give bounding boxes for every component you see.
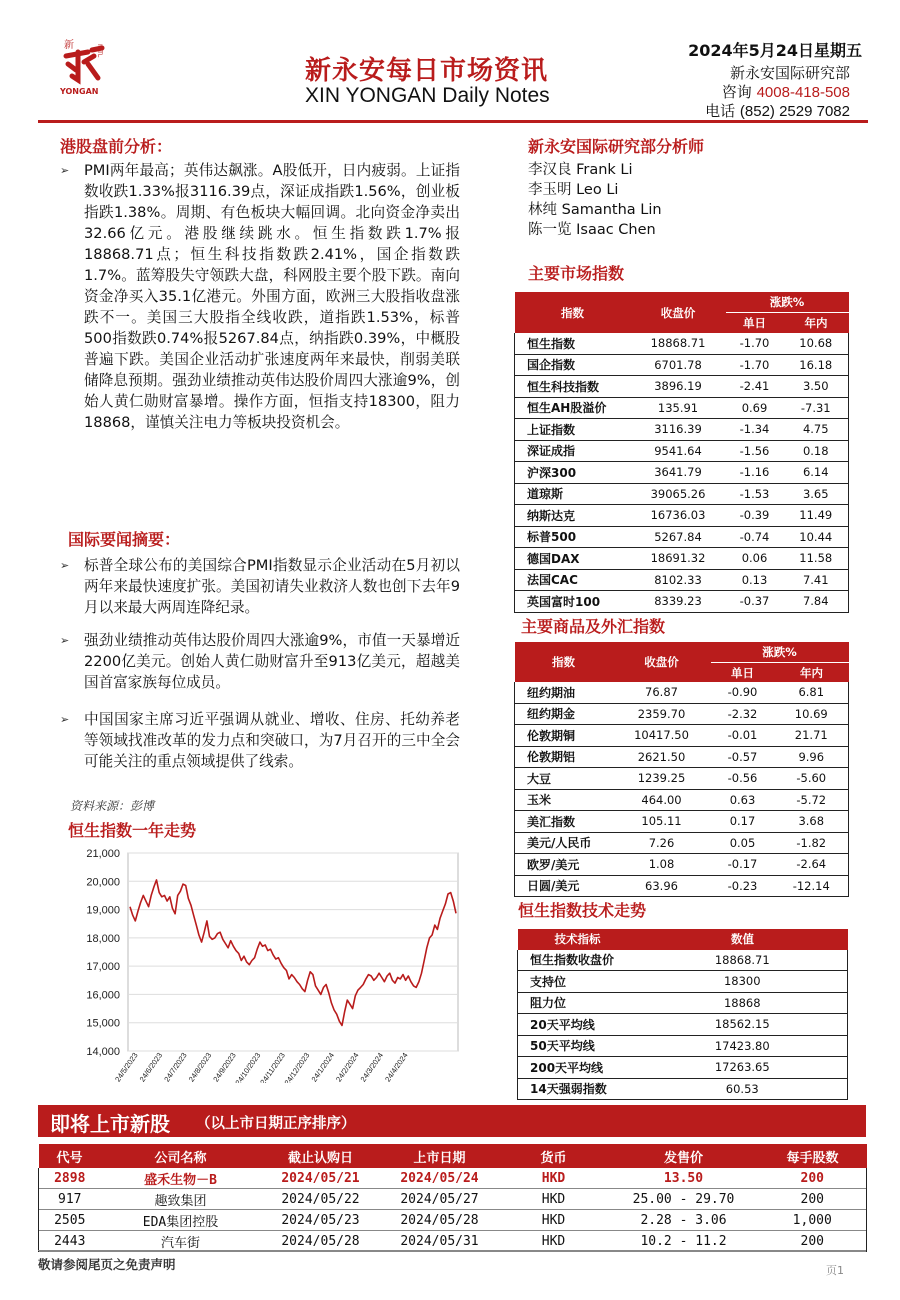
table-cell-name: 纽约期金 (515, 703, 613, 725)
market-indices-table (514, 292, 849, 613)
table-cell-name: 纳斯达克 (515, 505, 631, 527)
hk-analysis-paragraph (60, 160, 460, 433)
table-cell-name: 美汇指数 (515, 811, 613, 833)
ipo-cell: 200 (759, 1231, 867, 1252)
logo-char: 新 (64, 40, 74, 51)
table-cell-day: -1.70 (739, 336, 770, 351)
analyst-name: 李玉明 Leo Li (528, 182, 619, 198)
table-cell-name: 恒生AH股溢价 (515, 397, 631, 419)
table-cell-close: 464.00 (641, 792, 682, 807)
table-row (515, 591, 849, 613)
x-tick-label: 24/8/2023 (186, 1050, 214, 1083)
table-cell-close: 6701.78 (654, 357, 702, 372)
table-cell-name: 50天平均线 (518, 1035, 638, 1057)
table-cell-close: 18868.71 (650, 336, 706, 351)
table-cell-name: 伦敦期铝 (515, 746, 613, 768)
news-item-text: 中国国家主席习近平强调从就业、增收、住房、托幼养老等领域找准改革的发力点和突破口，为7月召开的三中全会可能关注的重点领域提供了线索。 (84, 711, 460, 770)
table-cell-ytd: 11.49 (784, 505, 849, 527)
ipo-cell: 盛禾生物－B (144, 1172, 217, 1188)
commodities-table (514, 642, 849, 897)
news-item-text: 强劲业绩推动英伟达股价周四大涨逾9%，市值一天暴增近2200亿美元。创始人黄仁勋财富升至913亿美元，超越美国首富家族每位成员。 (84, 632, 460, 691)
table-row (518, 992, 848, 1014)
table-cell-ytd: -7.31 (784, 397, 849, 419)
table-cell-day: 0.05 (729, 835, 756, 850)
table-cell-close: 3896.19 (654, 379, 702, 394)
analyst-name: 林纯 Samantha Lin (528, 202, 662, 218)
ipo-col-header: 代号 (39, 1144, 101, 1168)
table-cell-name: 200天平均线 (518, 1057, 638, 1079)
ipo-cell: 2024/05/28 (281, 1233, 360, 1249)
col-header-value: 数值 (638, 929, 848, 950)
table-cell-ytd: 11.58 (784, 548, 849, 570)
table-cell-close: 1239.25 (637, 771, 686, 786)
table-row (515, 811, 849, 833)
x-tick-label: 24/2/2024 (334, 1050, 361, 1083)
ipo-cell: 2024/05/23 (281, 1212, 360, 1228)
table-cell-close: 10417.50 (634, 728, 689, 743)
col-header-day: 单日 (726, 313, 784, 334)
header-divider (38, 120, 868, 123)
y-tick-label: 20,000 (86, 876, 120, 889)
y-tick-label: 17,000 (86, 961, 120, 974)
y-tick-label: 18,000 (86, 932, 120, 945)
table-cell-name: 法国CAC (515, 569, 631, 591)
ipo-cell: 2443 (39, 1231, 101, 1252)
x-tick-label: 24/10/2023 (233, 1050, 263, 1083)
x-tick-label: 24/6/2023 (137, 1050, 165, 1083)
ipo-cell: 200 (759, 1189, 867, 1210)
table-cell-day: 0.17 (729, 814, 756, 829)
logo-brand: YONGAN (60, 87, 99, 96)
news-item (60, 555, 460, 618)
table-cell-name: 美元/人民币 (515, 832, 613, 854)
news-item (60, 709, 460, 772)
table-cell-close: 3641.79 (654, 465, 702, 480)
table-row (518, 950, 848, 971)
ipo-cell: 2024/05/28 (400, 1212, 479, 1228)
table-cell-name: 恒生指数 (515, 333, 631, 354)
table-cell-ytd: 10.68 (784, 333, 849, 354)
phone-label: 电话 (705, 102, 736, 120)
x-tick-label: 24/1/2024 (309, 1050, 337, 1083)
ipo-row (39, 1189, 867, 1210)
ipo-col-header: 截止认购日 (261, 1144, 381, 1168)
table-row (515, 569, 849, 591)
table-row (515, 832, 849, 854)
table-cell-value: 18868.71 (638, 950, 848, 971)
ipo-row (39, 1210, 867, 1231)
ipo-cell: 1,000 (759, 1210, 867, 1231)
table-row (515, 768, 849, 790)
x-tick-label: 24/12/2023 (282, 1050, 312, 1083)
table-row (515, 354, 849, 376)
y-tick-label: 15,000 (86, 1017, 120, 1030)
table-cell-name: 德国DAX (515, 548, 631, 570)
table-cell-day: -0.57 (727, 749, 758, 764)
hk-analysis-text: PMI两年最高；英伟达飙涨。A股低开，日内疲弱。上证指数收跌1.33%报3116.39点，深证成指跌1.56%，创业板指跌1.38%。周期、有色板块大幅回调。北向资金净卖出32.66亿元。港股继续跳水。恒生指数跌1.7%报18868.71点；恒生科技指数跌2.41%，国企指数跌1.7%。蓝筹股失守领跌大盘，科网股主要个股下跌。南向资金净买入35.1亿港元。外围方面，欧洲三大股指收盘涨跌不一。美国三大股指全线收跌，道指跌1.53%，标普500指数跌0.74%报5267.84点，纳指跌0.39%，中概股普遍下跌。美国企业活动扩张速度两年来最快，削弱美联储降息预期。强劲业绩推动英伟达股价周四大涨逾9%，创始人黄仁勋财富暴增。操作方面，恒指支持18300，阻力18868，谨慎关注电力等板块投资机会。 (84, 162, 460, 431)
table-row (515, 682, 849, 703)
ipo-col-header: 每手股数 (759, 1144, 867, 1168)
col-header-ytd: 年内 (784, 313, 849, 334)
table-cell-day: -0.39 (739, 508, 770, 523)
table-row (518, 971, 848, 993)
col-header-day: 单日 (711, 663, 775, 683)
table-row (515, 703, 849, 725)
footer-divider (38, 1250, 866, 1251)
ipo-cell: 917 (39, 1189, 101, 1210)
table-cell-name: 恒生科技指数 (515, 376, 631, 398)
technicals-heading: 恒生指数技术走势 (518, 901, 647, 920)
table-cell-value: 17423.80 (638, 1035, 848, 1057)
department-name: 新永安国际研究部 (729, 64, 850, 82)
table-cell-day: 0.63 (729, 792, 756, 807)
ipo-title: 即将上市新股 (50, 1112, 170, 1136)
y-tick-label: 19,000 (86, 904, 120, 917)
table-cell-value: 18868 (638, 992, 848, 1014)
table-cell-close: 39065.26 (650, 486, 706, 501)
table-cell-name: 道琼斯 (515, 483, 631, 505)
ipo-cell: HKD (541, 1191, 566, 1207)
table-cell-day: -1.34 (739, 422, 770, 437)
col-header-close: 收盘价 (631, 292, 726, 333)
table-cell-ytd: 0.18 (784, 440, 849, 462)
ipo-col-header: 发售价 (609, 1144, 759, 1168)
ipo-cell: 2024/05/27 (400, 1191, 479, 1207)
ipo-cell: 2505 (39, 1210, 101, 1231)
table-cell-name: 日圆/美元 (515, 875, 613, 897)
table-cell-ytd: 7.84 (784, 591, 849, 613)
table-row (515, 419, 849, 441)
table-cell-close: 1.08 (648, 857, 675, 872)
table-cell-ytd: 21.71 (775, 725, 849, 747)
table-row (515, 526, 849, 548)
table-cell-value: 18300 (638, 971, 848, 993)
table-row (515, 875, 849, 897)
ipo-col-header: 上市日期 (381, 1144, 499, 1168)
ipo-row (39, 1168, 867, 1189)
table-cell-day: 0.69 (741, 400, 768, 415)
col-header-name: 指数 (515, 292, 631, 333)
table-cell-close: 2621.50 (637, 749, 686, 764)
ipo-cell: HKD (541, 1233, 566, 1249)
table-cell-day: -0.56 (727, 771, 758, 786)
table-cell-day: -1.70 (739, 357, 770, 372)
table-cell-ytd: 9.96 (775, 746, 849, 768)
table-cell-close: 76.87 (645, 685, 678, 700)
table-cell-ytd: 16.18 (784, 354, 849, 376)
table-row (515, 462, 849, 484)
hotline (722, 81, 850, 102)
table-cell-name: 大豆 (515, 768, 613, 790)
ipo-col-header: 货币 (499, 1144, 609, 1168)
ipo-table (38, 1144, 867, 1252)
hsi-series-line (130, 880, 456, 1026)
table-cell-name: 英国富时100 (515, 591, 631, 613)
table-row (515, 483, 849, 505)
table-cell-day: -0.74 (739, 529, 770, 544)
ipo-cell: HKD (541, 1170, 566, 1186)
col-header-change: 涨跌% (711, 642, 849, 663)
table-cell-ytd: -2.64 (775, 854, 849, 876)
ipo-cell: 2898 (39, 1168, 101, 1189)
table-cell-day: -2.41 (739, 379, 770, 394)
table-cell-name: 沪深300 (515, 462, 631, 484)
ipo-cell: EDA集团控股 (142, 1214, 219, 1230)
technicals-table (517, 929, 848, 1100)
table-cell-ytd: -5.72 (775, 789, 849, 811)
commodities-heading: 主要商品及外汇指数 (521, 617, 666, 636)
table-cell-day: -0.17 (727, 857, 758, 872)
table-cell-ytd: -12.14 (775, 875, 849, 897)
ipo-cell: HKD (541, 1212, 566, 1228)
analyst-heading: 新永安国际研究部分析师 (528, 137, 705, 156)
x-tick-label: 24/9/2023 (211, 1050, 238, 1083)
table-row (515, 440, 849, 462)
phone (705, 100, 850, 121)
table-cell-ytd: 3.68 (775, 811, 849, 833)
x-tick-label: 24/5/2023 (113, 1050, 140, 1083)
table-cell-name: 14天强弱指数 (518, 1078, 638, 1100)
table-cell-close: 8102.33 (654, 572, 702, 587)
ipo-cell: 2024/05/24 (400, 1170, 479, 1186)
table-row (515, 376, 849, 398)
table-cell-name: 恒生指数收盘价 (518, 950, 638, 971)
table-row (518, 1014, 848, 1036)
table-cell-day: -1.16 (739, 465, 770, 480)
table-cell-name: 支持位 (518, 971, 638, 993)
ipo-row (39, 1231, 867, 1252)
table-cell-ytd: 3.65 (784, 483, 849, 505)
table-cell-name: 标普500 (515, 526, 631, 548)
table-cell-name: 国企指数 (515, 354, 631, 376)
table-cell-close: 8339.23 (654, 594, 702, 609)
table-row (515, 854, 849, 876)
report-title-cn: 新永安每日市场资讯 (305, 56, 549, 86)
table-cell-day: -1.56 (739, 443, 770, 458)
table-cell-name: 20天平均线 (518, 1014, 638, 1036)
hsi-chart (66, 843, 466, 1083)
table-row (515, 397, 849, 419)
table-row (515, 746, 849, 768)
table-cell-name: 深证成指 (515, 440, 631, 462)
table-cell-day: -0.37 (739, 594, 770, 609)
table-cell-close: 5267.84 (654, 529, 702, 544)
ipo-cell: 趣致集团 (154, 1193, 207, 1209)
table-cell-value: 18562.15 (638, 1014, 848, 1036)
table-cell-day: -1.53 (739, 486, 770, 501)
hk-analysis-heading: 港股盘前分析： (60, 137, 173, 156)
table-row (518, 1035, 848, 1057)
market-indices-heading: 主要市场指数 (528, 264, 625, 283)
table-row (515, 548, 849, 570)
table-cell-ytd: 4.75 (784, 419, 849, 441)
table-cell-day: -0.01 (727, 728, 758, 743)
table-cell-ytd: 7.41 (784, 569, 849, 591)
ipo-cell: 2.28 - 3.06 (640, 1212, 727, 1228)
table-cell-ytd: -5.60 (775, 768, 849, 790)
analyst-name: 李汉良 Frank Li (528, 162, 633, 178)
y-tick-label: 14,000 (86, 1046, 120, 1058)
col-header-change: 涨跌% (726, 292, 849, 313)
analyst-name: 陈一览 Isaac Chen (528, 222, 656, 238)
table-cell-value: 60.53 (638, 1078, 848, 1100)
table-cell-name: 纽约期油 (515, 682, 613, 703)
table-row (515, 789, 849, 811)
table-cell-name: 上证指数 (515, 419, 631, 441)
table-cell-ytd: 6.81 (775, 682, 849, 703)
x-tick-label: 24/7/2023 (162, 1050, 189, 1083)
phone-number: (852) 2529 7082 (739, 103, 850, 120)
table-cell-day: -0.90 (727, 685, 758, 700)
table-cell-name: 阻力位 (518, 992, 638, 1014)
ipo-col-header: 公司名称 (101, 1144, 261, 1168)
table-cell-day: -0.23 (727, 878, 758, 893)
table-row (518, 1078, 848, 1100)
table-cell-ytd: 10.44 (784, 526, 849, 548)
table-cell-day: 0.13 (741, 572, 768, 587)
table-cell-value: 17263.65 (638, 1057, 848, 1079)
ipo-cell: 2024/05/31 (400, 1233, 479, 1249)
table-row (518, 1057, 848, 1079)
chart-title: 恒生指数一年走势 (68, 821, 197, 840)
disclaimer-note: 敬请参阅尾页之免责声明 (38, 1257, 176, 1272)
table-cell-name: 玉米 (515, 789, 613, 811)
news-item-text: 标普全球公布的美国综合PMI指数显示企业活动在5月初以两年来最快速度扩张。美国初请失业救济人数也创下去年9月以来最大两周连降纪录。 (84, 557, 460, 616)
ipo-cell: 汽车街 (160, 1235, 200, 1251)
source-note: 资料来源：彭博 (70, 799, 155, 813)
table-cell-close: 135.91 (657, 400, 699, 415)
news-item (60, 630, 460, 693)
y-tick-label: 16,000 (86, 989, 120, 1002)
logo-small: INTL (96, 44, 103, 58)
bullet-arrow-icon: ➢ (60, 634, 70, 647)
table-cell-close: 105.11 (641, 814, 682, 829)
table-cell-close: 3116.39 (654, 422, 702, 437)
report-date: 2024年5月24日星期五 (688, 41, 862, 60)
table-cell-close: 16736.03 (650, 508, 706, 523)
table-cell-ytd: 3.50 (784, 376, 849, 398)
table-cell-name: 欧罗/美元 (515, 854, 613, 876)
company-logo (58, 34, 112, 96)
table-cell-ytd: 10.69 (775, 703, 849, 725)
table-cell-close: 63.96 (645, 878, 678, 893)
x-tick-label: 24/11/2023 (258, 1050, 287, 1083)
hsi-chart-svg (66, 843, 466, 1083)
table-cell-day: 0.06 (741, 551, 768, 566)
report-title-en: XIN YONGAN Daily Notes (305, 84, 550, 107)
hotline-label: 咨询 (721, 83, 752, 101)
ipo-subtitle: （以上市日期正序排序） (196, 1116, 356, 1132)
table-cell-close: 18691.32 (650, 551, 706, 566)
bullet-arrow-icon: ➢ (60, 713, 70, 726)
ipo-cell: 25.00 - 29.70 (632, 1191, 735, 1207)
ipo-cell: 2024/05/21 (281, 1170, 360, 1186)
table-cell-name: 伦敦期铜 (515, 725, 613, 747)
ipo-cell: 10.2 - 11.2 (640, 1233, 727, 1249)
table-cell-close: 9541.64 (654, 443, 702, 458)
ipo-cell: 2024/05/22 (281, 1191, 360, 1207)
x-tick-label: 24/3/2024 (358, 1050, 386, 1083)
ipo-banner (38, 1105, 866, 1137)
ipo-cell: 200 (759, 1168, 867, 1189)
x-tick-label: 24/4/2024 (383, 1050, 410, 1083)
ipo-cell: 13.50 (663, 1170, 704, 1186)
table-row (515, 725, 849, 747)
col-header-ytd: 年内 (775, 663, 849, 683)
table-cell-ytd: -1.82 (775, 832, 849, 854)
chart-frame (128, 853, 458, 1051)
table-row (515, 333, 849, 354)
page-number: 页1 (826, 1264, 844, 1277)
table-cell-close: 7.26 (648, 835, 675, 850)
y-tick-label: 21,000 (86, 848, 120, 860)
intl-news-heading: 国际要闻摘要： (68, 530, 181, 549)
table-cell-ytd: 6.14 (784, 462, 849, 484)
bullet-arrow-icon: ➢ (60, 164, 70, 177)
table-cell-day: -2.32 (727, 706, 758, 721)
table-row (515, 505, 849, 527)
hotline-number: 4008-418-508 (756, 84, 850, 101)
col-header-close: 收盘价 (613, 642, 711, 682)
bullet-arrow-icon: ➢ (60, 559, 70, 572)
col-header-indicator: 技术指标 (518, 929, 638, 950)
table-cell-close: 2359.70 (637, 706, 686, 721)
col-header-name: 指数 (515, 642, 613, 682)
